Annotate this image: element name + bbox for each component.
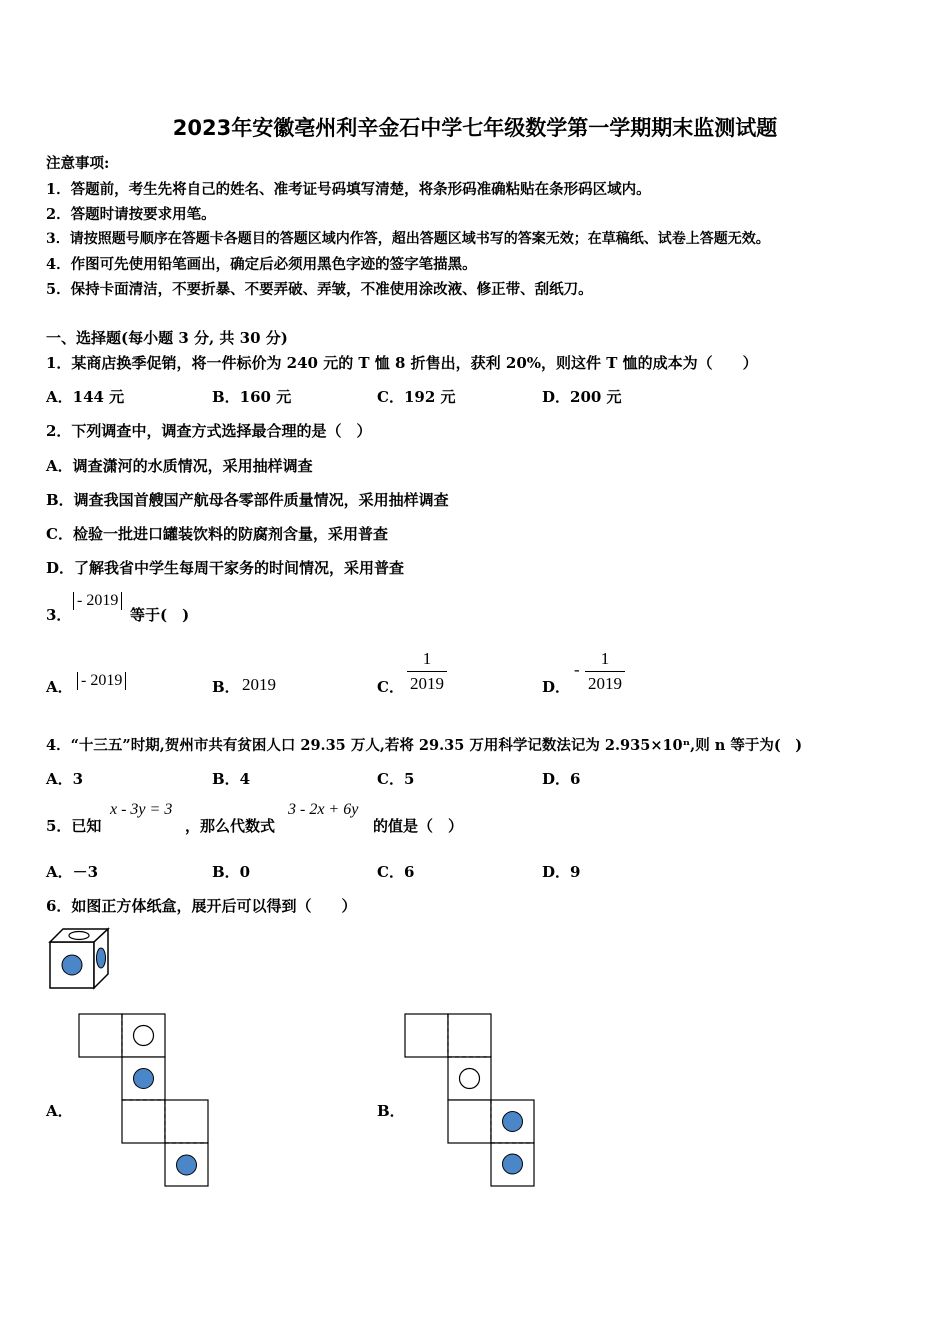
q1-option-a: A．144 元: [46, 388, 125, 406]
q3-label-d: D．: [542, 678, 571, 696]
q5-option-a: A．－3: [46, 863, 99, 881]
q5-equation: x - 3y = 3: [110, 801, 173, 818]
q3-option-a-value: - 2019: [77, 672, 126, 690]
q6-stem: 6．如图正方体纸盒，展开后可以得到（ ）: [46, 897, 357, 915]
net-b-square-2: [448, 1014, 491, 1057]
q3-d-sign: -: [574, 660, 580, 679]
q2-stem: 2．下列调查中，调查方式选择最合理的是（ ）: [46, 422, 372, 440]
q3-option-b: 2019: [242, 675, 276, 694]
q3-c-denominator: 2019: [410, 674, 444, 693]
net-b-dot-1: [503, 1112, 523, 1132]
q3-abs-value: - 2019: [73, 592, 122, 610]
q5-option-d: D．9: [542, 863, 581, 881]
q3-label-b: B．: [212, 678, 240, 696]
cube-top-circle: [69, 932, 89, 940]
q4-stem: 4．“十三五”时期,贺州市共有贫困人口 29.35 万人,若将 29.35 万用科学记数法记为 2.935×10ⁿ,则 n 等于为( ): [46, 737, 803, 754]
q2-option-a: A．调查潇河的水质情况，采用抽样调查: [46, 457, 313, 475]
net-b-square-4: [448, 1100, 491, 1143]
q5-post: 的值是（ ）: [373, 817, 464, 835]
net-a-square-5: [165, 1100, 208, 1143]
notice-item-5: 5．保持卡面清洁，不要折暴、不要弄破、弄皱，不准使用涂改液、修正带、刮纸刀。: [46, 281, 593, 298]
q3-option-d: [585, 649, 625, 694]
q6-option-a-net: [78, 1013, 218, 1193]
q3-c-numerator: 1: [407, 649, 447, 672]
q1-option-b: B．160 元: [212, 388, 292, 406]
net-a-dot-2: [177, 1155, 197, 1175]
q6-label-a: A．: [46, 1102, 73, 1120]
notice-item-2: 2．答题时请按要求用笔。: [46, 206, 216, 223]
net-a-dot-1: [134, 1069, 154, 1089]
q5-expression: 3 - 2x + 6y: [288, 801, 359, 818]
net-a-square-4: [122, 1100, 165, 1143]
section-heading: 一、选择题(每小题 3 分, 共 30 分): [46, 329, 288, 347]
q3-label-a: A．: [46, 678, 73, 696]
q5-mid: ，那么代数式: [185, 817, 276, 835]
q5-option-b: B．0: [212, 863, 251, 881]
page-title: 2023年安徽亳州利辛金石中学七年级数学第一学期期末监测试题: [172, 116, 778, 140]
q4-option-b: B．4: [212, 770, 251, 788]
q3-d-numerator: 1: [585, 649, 625, 672]
q6-option-b-net: [404, 1013, 544, 1193]
net-b-dot-2: [503, 1154, 523, 1174]
q2-option-c: C．检验一批进口罐装饮料的防腐剂含量，采用普查: [46, 525, 388, 543]
notice-item-1: 1．答题前，考生先将自己的姓名、准考证号码填写清楚，将条形码准确粘贴在条形码区域内。: [46, 181, 651, 198]
q2-option-b: B．调查我国首艘国产航母各零部件质量情况，采用抽样调查: [46, 491, 449, 509]
q2-option-d: D．了解我省中学生每周干家务的时间情况，采用普查: [46, 559, 405, 577]
q3-abs-expression: [73, 592, 122, 610]
q5-option-c: C．6: [377, 863, 415, 881]
cube-right-dot: [97, 948, 106, 968]
notice-item-3: 3．请按照题号顺序在答题卡各题目的答题区域内作答，超出答题区域书写的答案无效；在草稿纸、试卷上答题无效。: [46, 231, 770, 247]
net-a-hollow-circle: [134, 1026, 154, 1046]
q4-option-c: C．5: [377, 770, 415, 788]
q6-cube-figure: [45, 924, 115, 994]
q3-number: 3．: [46, 606, 72, 624]
q3-tail: 等于( ): [130, 606, 190, 624]
net-b-hollow-circle: [460, 1069, 480, 1089]
q4-option-a: A．3: [46, 770, 84, 788]
q3-label-c: C．: [377, 678, 404, 696]
q3-option-a: [77, 672, 126, 690]
cube-front-dot: [62, 955, 82, 975]
q1-option-c: C．192 元: [377, 388, 456, 406]
net-a-square-1: [79, 1014, 122, 1057]
q5-pre: 5．已知: [46, 817, 102, 835]
notice-heading: 注意事项:: [46, 155, 110, 172]
q1-stem: 1．某商店换季促销，将一件标价为 240 元的 T 恤 8 折售出，获利 20%，则这件 T 恤的成本为（ ）: [46, 354, 758, 372]
q1-option-d: D．200 元: [542, 388, 622, 406]
q6-label-b: B．: [377, 1102, 405, 1120]
net-b-square-1: [405, 1014, 448, 1057]
q3-option-c: [407, 649, 447, 694]
notice-item-4: 4．作图可先使用铅笔画出，确定后必须用黑色字迹的签字笔描黑。: [46, 256, 477, 273]
q4-option-d: D．6: [542, 770, 581, 788]
q3-d-denominator: 2019: [588, 674, 622, 693]
